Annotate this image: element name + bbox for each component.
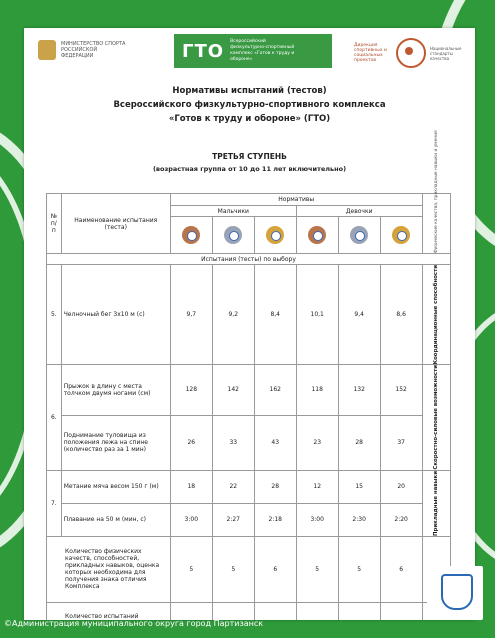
badge-cell [296, 217, 338, 254]
norm-value: 28 [338, 415, 380, 470]
table-row [47, 503, 451, 536]
summary-value: 5 [338, 536, 380, 602]
gto-badge-icon [349, 225, 369, 245]
norm-value: 10,1 [296, 265, 338, 365]
norm-value: 152 [380, 365, 422, 415]
gto-logo-text: ГТО [182, 40, 225, 62]
col-norms-header: Нормативы [170, 194, 422, 206]
row-number: 6. [47, 365, 62, 471]
summary-value [380, 602, 422, 620]
test-name: Поднимание туловища из положения лежа на спине (количество раз за 1 мин) [61, 415, 170, 470]
category-cell [422, 265, 450, 365]
norm-value: 2:30 [338, 503, 380, 536]
summary-value: 5 [296, 536, 338, 602]
col-side-header [422, 129, 450, 254]
norm-value: 162 [254, 365, 296, 415]
norm-value: 9,2 [212, 265, 254, 365]
norm-value: 128 [170, 365, 212, 415]
gto-badge-icon [181, 225, 201, 245]
gto-logo [174, 34, 332, 68]
summary-row [47, 536, 451, 602]
document-header [24, 28, 475, 78]
partner-text-1: Дирекция спортивных и социальных проектов [354, 43, 387, 63]
norm-value: 2:20 [380, 503, 422, 536]
norm-value: 3:00 [296, 503, 338, 536]
norm-value: 28 [254, 470, 296, 503]
stage-title: ТРЕТЬЯ СТУПЕНЬ [212, 152, 287, 161]
gto-badge-icon [307, 225, 327, 245]
norm-value: 26 [170, 415, 212, 470]
ministry-logo [38, 40, 131, 60]
gto-badge-icon [265, 225, 285, 245]
row-number: 5. [47, 265, 62, 365]
table-row [47, 470, 451, 503]
norm-value: 8,6 [380, 265, 422, 365]
norm-value: 118 [296, 365, 338, 415]
stage-age: (возрастная группа от 10 до 11 лет включительно) [152, 165, 347, 173]
category-label: Скоростно-силовые возможности [432, 365, 439, 470]
col-name-header: Наименование испытания (теста) [61, 194, 170, 254]
flower-icon [396, 38, 426, 68]
norm-value: 8,4 [254, 265, 296, 365]
norm-value: 9,7 [170, 265, 212, 365]
category-label: Прикладные навыки [432, 470, 439, 536]
gto-subtitle: Всероссийский физкультурно-спортивный комплекс «Готов к труду и обороне» [230, 39, 295, 62]
category-cell [422, 470, 450, 536]
col-side-text: Физические качества, прикладные навыки и умения [433, 129, 439, 253]
norm-value: 12 [296, 470, 338, 503]
table-row [47, 265, 451, 365]
norm-value: 20 [380, 470, 422, 503]
badge-cell [380, 217, 422, 254]
norm-value: 23 [296, 415, 338, 470]
ministry-name: МИНИСТЕРСТВО СПОРТА РОССИЙСКОЙ ФЕДЕРАЦИИ [61, 41, 126, 59]
summary-row [47, 602, 451, 620]
doc-title-line3: «Готов к труду и обороне» (ГТО) [168, 114, 331, 124]
badge-cell [170, 217, 212, 254]
norm-value: 33 [212, 415, 254, 470]
norm-value: 2:27 [212, 503, 254, 536]
gto-badge-icon [391, 225, 411, 245]
summary-body [47, 536, 451, 620]
watermark: ©Администрация муниципального округа город Партизанск [4, 619, 264, 628]
norm-value: 15 [338, 470, 380, 503]
badge-cell [338, 217, 380, 254]
table-row [47, 415, 451, 470]
summary-value [170, 602, 212, 620]
norm-value: 18 [170, 470, 212, 503]
table-row [47, 365, 451, 415]
summary-value [338, 602, 380, 620]
test-name: Плавание на 50 м (мин, с) [61, 503, 170, 536]
col-num-header: № п/п [47, 194, 62, 254]
norm-value: 43 [254, 415, 296, 470]
summary-value [212, 602, 254, 620]
summary-value [296, 602, 338, 620]
coat-of-arms-logo [427, 566, 483, 620]
doc-title-line2: Всероссийского физкультурно-спортивного комплекса [113, 100, 386, 110]
summary-label: Количество физических качеств, способностей, прикладных навыков, оценка которых необходима для получения знака отличия Комплекса [47, 536, 171, 602]
groups-body [47, 265, 451, 537]
norm-value: 37 [380, 415, 422, 470]
category-cell [422, 365, 450, 471]
norm-value: 22 [212, 470, 254, 503]
norm-value: 3:00 [170, 503, 212, 536]
summary-label: Количество испытаний [47, 602, 171, 620]
col-girls-header: Девочки [296, 206, 422, 217]
partner-text-2: Национальные стандарты качества [430, 45, 462, 61]
summary-value: 6 [380, 536, 422, 602]
partner-logo [354, 38, 468, 68]
norm-value: 142 [212, 365, 254, 415]
norm-value: 9,4 [338, 265, 380, 365]
summary-value: 5 [212, 536, 254, 602]
badge-cell [212, 217, 254, 254]
summary-value: 6 [254, 536, 296, 602]
norm-value: 132 [338, 365, 380, 415]
norm-value: 2:18 [254, 503, 296, 536]
emblem-icon [38, 40, 56, 60]
test-name: Метание мяча весом 150 г (м) [61, 470, 170, 503]
doc-title-line1: Нормативы испытаний (тестов) [172, 86, 327, 96]
coat-of-arms-icon [441, 574, 473, 610]
col-boys-header: Мальчики [170, 206, 296, 217]
gto-badge-icon [223, 225, 243, 245]
summary-value: 5 [170, 536, 212, 602]
summary-value [254, 602, 296, 620]
choice-row: Испытания (тесты) по выбору [47, 254, 451, 265]
badge-cell [254, 217, 296, 254]
document-page [24, 28, 475, 620]
test-name: Прыжок в длину с места толчком двумя ногами (см) [61, 365, 170, 415]
test-name: Челночный бег 3х10 м (с) [61, 265, 170, 365]
row-number: 7. [47, 470, 62, 536]
category-label: Координационные способности [432, 265, 439, 365]
